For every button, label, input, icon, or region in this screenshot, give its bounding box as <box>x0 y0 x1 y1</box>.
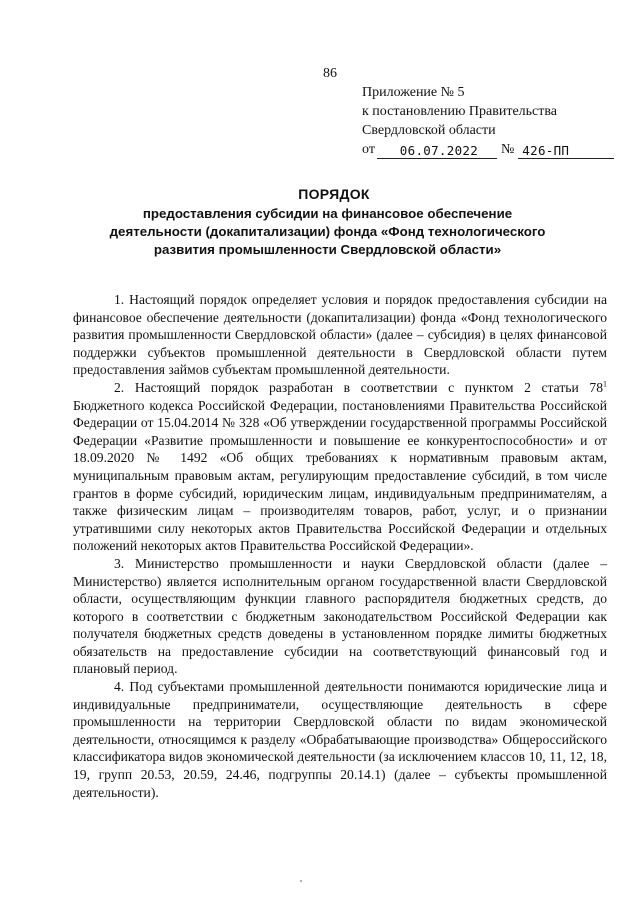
document-title <box>0 186 640 259</box>
paragraph-1: 1. Настоящий порядок определяет условия и порядок предоставления субсидии на финансовое обеспечение деятельности (докапитализации) фонда «Фонд технологического развития промышленности Свердловской области» (далее – субсидия) в целях финансовой поддержки субъектов промышленной деятельности в Свердловской области путем предоставления займов субъектам промышленной деятельности. <box>73 292 607 378</box>
resolution-date: 06.07.2022 <box>377 143 497 159</box>
annex-signature-row <box>362 140 614 159</box>
annex-resolution: к постановлению Правительства <box>362 104 558 119</box>
annex-title: Приложение № 5 <box>362 85 465 100</box>
annex-block <box>362 83 614 159</box>
paragraph-3: 3. Министерство промышленности и науки Свердловской области (далее – Министерство) является исполнительным органом государственной власти Свердловской области, осуществляющим функции главного распорядителя бюджетных средств, до которого в соответствии с бюджетным законодательством Российской Федерации как получателя бюджетных средств доведены в установленном порядке лимиты бюджетных обязательств на предоставление субсидии на соответствующий финансовый год и плановый период. <box>73 555 607 677</box>
paragraph-2-superscript: 1 <box>603 379 607 389</box>
number-label: № <box>500 142 515 157</box>
document-body <box>73 291 607 801</box>
resolution-number: 426-ПП <box>518 143 614 159</box>
paragraph-2 <box>73 379 607 555</box>
page-number: 86 <box>323 66 337 81</box>
paragraph-2-start: 2. Настоящий порядок разработан в соответствии с пунктом 2 статьи 78 <box>114 379 603 395</box>
paragraph-4: 4. Под субъектами промышленной деятельности понимаются юридические лица и индивидуальные предприниматели, осуществляющие деятельность в сфере промышленности на территории Свердловской области по видам экономической деятельности, относящимся к разделу «Обрабатывающие производства» Общероссийского классификатора видов экономической деятельности (за исключением классов 10, 11, 12, 18, 19, групп 20.53, 20.59, 24.46, подгруппы 20.14.1) (далее – субъекты промышленной деятельности). <box>73 679 607 800</box>
title-main: ПОРЯДОК <box>298 186 370 202</box>
paragraph-2-rest: Бюджетного кодекса Российской Федерации, постановлениями Правительства Российской Федерации от 15.04.2014 № 328 «Об утверждении государственной программы Российской Федерации «Развитие промышленности и повышение ее конкурентоспособности» и от 18.09.2020 № 1492 «Об общих требованиях к нормативным правовым актам, муниципальным правовым актам, регулирующим предоставление субсидий, в том числе грантов в форме субсидий, юридическим лицам, индивидуальным предпринимателям, а также физическим лицам – производителям товаров, работ, услуг, и о признании утратившими силу некоторых актов Правительства Российской Федерации и отдельных положений некоторых актов Правительства Российской Федерации». <box>73 397 607 554</box>
annex-region: Свердловской области <box>362 123 496 138</box>
scan-mark <box>300 880 302 882</box>
from-label: от <box>362 142 375 157</box>
title-subtitle: предоставления субсидии на финансовое обеспечение деятельности (докапитализации) фонда «Фонд технологического развития промышленности Свердловской области» <box>109 206 546 257</box>
